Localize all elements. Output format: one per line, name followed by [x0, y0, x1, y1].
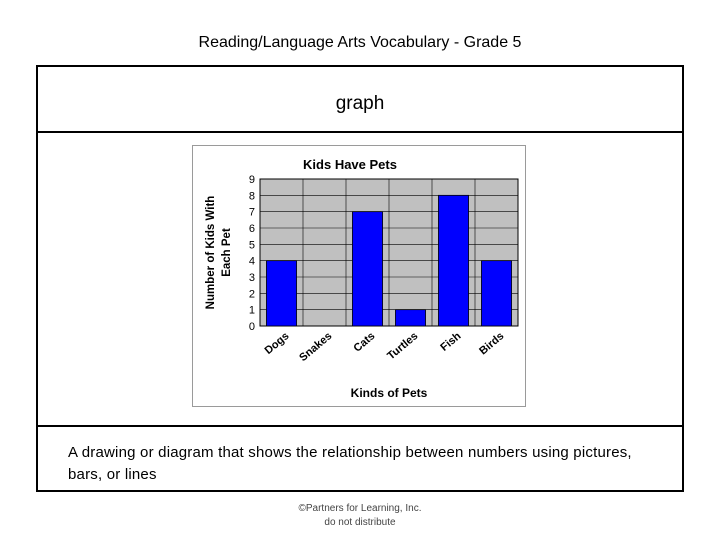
copyright-text: ©Partners for Learning, Inc. — [298, 503, 422, 514]
term-row — [38, 67, 682, 133]
x-tick-label: Dogs — [262, 330, 292, 357]
x-tick-label: Snakes — [297, 330, 335, 365]
y-tick-labels — [249, 174, 255, 333]
bar-birds — [481, 261, 511, 326]
y-tick-label: 3 — [248, 272, 255, 284]
x-tick-labels — [263, 330, 507, 364]
y-tick-label: 6 — [248, 223, 255, 235]
bar-fish — [438, 195, 468, 326]
x-axis-label: Kinds of Pets — [350, 386, 428, 400]
vocabulary-card — [36, 65, 684, 492]
x-tick-label: Turtles — [385, 330, 421, 363]
page-header: Reading/Language Arts Vocabulary - Grade 5 — [198, 34, 522, 51]
y-axis-label — [205, 196, 233, 310]
y-tick-label: 4 — [248, 255, 255, 268]
x-tick-label: Fish — [438, 330, 464, 354]
x-tick-label: Cats — [351, 330, 378, 355]
y-axis-label-line: Number of Kids With — [205, 195, 217, 310]
y-tick-label: 5 — [248, 239, 255, 252]
y-tick-label: 1 — [248, 304, 255, 317]
bar-chart — [193, 146, 525, 406]
bar-dogs — [266, 261, 296, 326]
chart-title: Kids Have Pets — [303, 157, 397, 172]
y-axis-label-line: Each Pet — [221, 228, 233, 277]
vocabulary-term: graph — [335, 93, 385, 114]
y-tick-label: 0 — [248, 321, 255, 333]
x-tick-label: Birds — [477, 330, 507, 358]
distribution-note: do not distribute — [324, 517, 396, 528]
bar-turtles — [395, 310, 425, 326]
footer — [0, 502, 720, 530]
chart-frame — [192, 145, 526, 407]
definition: A drawing or diagram that shows the relationship between numbers using pictures, bars, or lines — [68, 444, 632, 483]
y-tick-label: 7 — [248, 206, 255, 219]
y-tick-label: 9 — [248, 174, 255, 186]
y-tick-label: 2 — [248, 288, 255, 301]
y-tick-label: 8 — [248, 190, 255, 203]
bar-cats — [352, 212, 382, 326]
